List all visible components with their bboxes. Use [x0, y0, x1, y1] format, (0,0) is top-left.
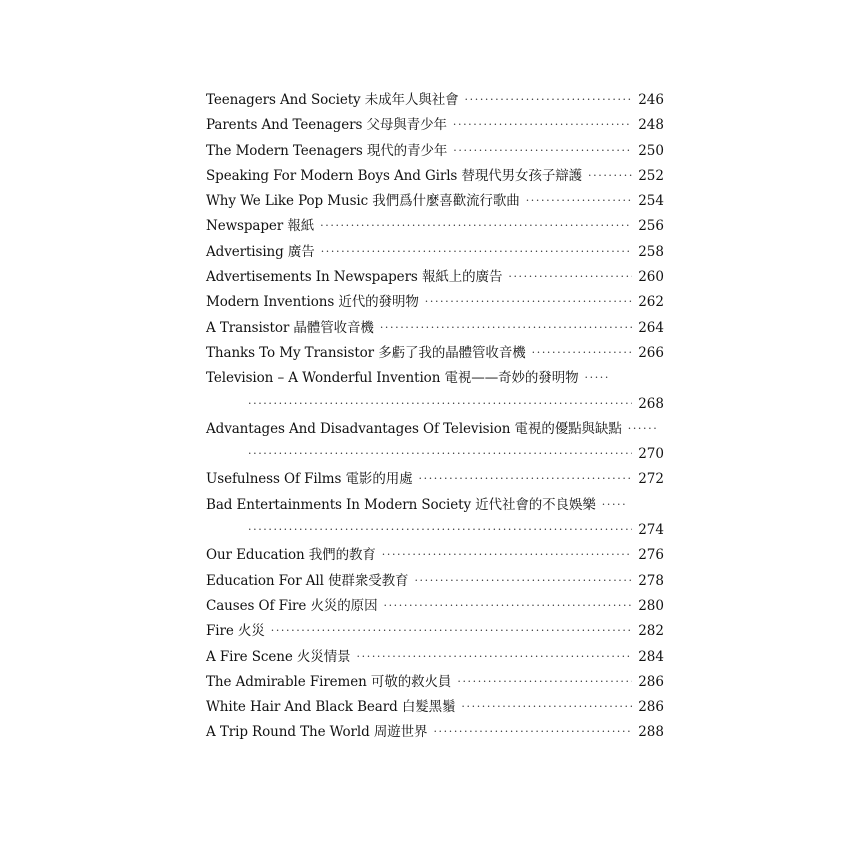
- toc-entry-page: 286: [638, 673, 664, 690]
- toc-entry-title: Advertisements In Newspapers 報紙上的廣告: [206, 269, 503, 286]
- dot-leader: [248, 441, 632, 466]
- toc-entry-page: 252: [638, 167, 664, 184]
- toc-entry-title: Speaking For Modern Boys And Girls 替現代男女孩子辯護: [206, 167, 583, 184]
- toc-entry-title: Modern Inventions 近代的發明物: [206, 294, 419, 311]
- toc-entry-title: Teenagers And Society 未成年人與社會: [206, 92, 459, 108]
- toc-entry-page: 288: [638, 724, 664, 741]
- toc-entry-title: Usefulness Of Films 電影的用處: [206, 471, 413, 488]
- toc-entry-title: Why We Like Pop Music 我們爲什麼喜歡流行歌曲: [206, 193, 520, 210]
- dot-leader: [453, 138, 632, 163]
- toc-entry-title: Thanks To My Transistor 多虧了我的晶體管收音機: [206, 344, 526, 361]
- toc-entry-page: 256: [638, 218, 664, 235]
- toc-entry: [206, 594, 664, 619]
- toc-entry-page: 272: [638, 471, 664, 488]
- dot-leader: [588, 163, 632, 188]
- dot-leader: [382, 542, 632, 567]
- toc-entry: [206, 670, 664, 695]
- toc-entry: [206, 695, 664, 720]
- toc-entry-title: Television – A Wonderful Invention 電視——奇妙的發明物: [206, 370, 579, 387]
- toc-entry: [206, 417, 664, 468]
- toc-entry: [206, 467, 664, 492]
- toc-entry-page: 284: [638, 648, 664, 665]
- dot-leader: [465, 87, 632, 112]
- dot-leader: [425, 289, 632, 314]
- toc-entry-page: 262: [638, 294, 664, 311]
- toc-entry-page: 278: [638, 572, 664, 589]
- dot-leader: [248, 517, 632, 542]
- toc-entry: [206, 189, 664, 214]
- dot-leader: [457, 669, 632, 694]
- toc-entry-page: 282: [638, 623, 664, 640]
- dot-leader: [508, 264, 632, 289]
- toc-entry: [206, 265, 664, 290]
- toc-entry-page: 276: [638, 547, 664, 564]
- dot-leader: [321, 239, 632, 264]
- toc-entry-title: Our Education 我們的教育: [206, 547, 376, 564]
- toc-entry-page: 260: [638, 269, 664, 286]
- toc-entry-title: A Fire Scene 火災情景: [206, 648, 351, 665]
- toc-entry: [206, 720, 664, 745]
- toc-entry: [206, 645, 664, 670]
- dot-leader: [248, 391, 632, 416]
- toc-entry-title: Newspaper 報紙: [206, 218, 315, 235]
- toc-entry-page: 264: [638, 319, 664, 336]
- toc-entry: [206, 88, 664, 113]
- toc-entry-page: 246: [638, 92, 664, 108]
- dot-leader: [453, 112, 632, 137]
- toc-entry: [206, 240, 664, 265]
- toc-entry: [206, 290, 664, 315]
- toc-entry-title: Parents And Teenagers 父母與青少年: [206, 117, 447, 134]
- toc-entry-title: Bad Entertainments In Modern Society 近代社會的不良娛樂: [206, 496, 596, 513]
- dot-leader: [526, 188, 632, 213]
- toc-entry-title: The Modern Teenagers 現代的青少年: [206, 142, 448, 159]
- toc-entry-page: 286: [638, 699, 664, 716]
- dot-leader: [383, 593, 632, 618]
- dot-leader: [320, 213, 632, 238]
- dot-leader: [414, 568, 632, 593]
- toc-entry-page: 268: [638, 395, 664, 412]
- dot-leader: [433, 719, 632, 744]
- toc-entry-page: 248: [638, 117, 664, 134]
- dot-leader: [380, 315, 632, 340]
- toc-entry-title: A Transistor 晶體管收音機: [206, 319, 374, 336]
- toc-entry: [206, 569, 664, 594]
- toc-entry-title: Advantages And Disadvantages Of Television 電視的優點與缺點: [206, 420, 622, 437]
- toc-entry-title: Causes Of Fire 火災的原因: [206, 597, 378, 614]
- table-of-contents: [206, 88, 664, 746]
- dot-leader: [271, 618, 632, 643]
- dot-leader: [585, 365, 611, 390]
- toc-entry: [206, 493, 664, 544]
- toc-entry: [206, 316, 664, 341]
- toc-entry-title: Fire 火災: [206, 623, 265, 640]
- toc-entry-page: 250: [638, 142, 664, 159]
- toc-entry-page: 266: [638, 344, 664, 361]
- toc-entry-title: Advertising 廣告: [206, 243, 315, 260]
- toc-entry-page: 254: [638, 193, 664, 210]
- dot-leader: [357, 644, 632, 669]
- toc-entry-title: A Trip Round The World 周遊世界: [206, 724, 428, 741]
- toc-entry-title: White Hair And Black Beard 白髮黑鬚: [206, 699, 456, 716]
- toc-entry: [206, 139, 664, 164]
- toc-entry-page: 274: [638, 522, 664, 539]
- toc-entry-page: 270: [638, 446, 664, 463]
- dot-leader: [419, 466, 632, 491]
- toc-entry: [206, 113, 664, 138]
- toc-entry-page: 280: [638, 597, 664, 614]
- toc-entry: [206, 366, 664, 417]
- toc-entry-title: The Admirable Firemen 可敬的救火員: [206, 673, 452, 690]
- toc-entry-title: Education For All 使群衆受教育: [206, 572, 409, 589]
- dot-leader: [461, 694, 632, 719]
- toc-entry: [206, 341, 664, 366]
- dot-leader: [628, 416, 658, 441]
- toc-entry: [206, 619, 664, 644]
- dot-leader: [532, 340, 632, 365]
- dot-leader: [602, 492, 628, 517]
- toc-entry: [206, 543, 664, 568]
- toc-entry: [206, 164, 664, 189]
- toc-entry: [206, 214, 664, 239]
- toc-entry-page: 258: [638, 243, 664, 260]
